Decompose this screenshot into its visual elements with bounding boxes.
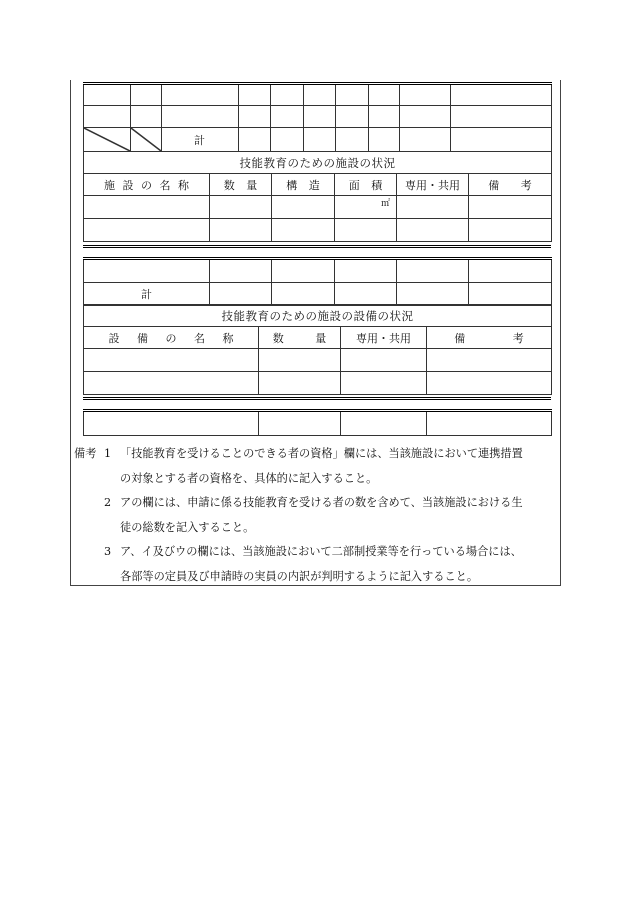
grid-cell [341, 372, 427, 395]
note-text: ア、イ及びウの欄には、当該施設において二部制授業等を行っている場合には、 [120, 545, 522, 558]
equipment-name-header: 設 備 の 名 称 [84, 327, 259, 349]
grid-cell [84, 106, 131, 128]
remarks-header: 備 考 [469, 174, 552, 196]
equipment-title: 技能教育のための施設の設備の状況 [84, 305, 552, 327]
grid-cell [84, 349, 259, 372]
grid-cell [259, 349, 341, 372]
grid-cell [400, 106, 451, 128]
structure-header: 構 造 [272, 174, 335, 196]
quantity-header: 数 量 [210, 174, 272, 196]
grid-cell [400, 128, 451, 152]
note-continuation: 各部等の定員及び申請時の実員の内訳が判明するように記入すること。 [120, 569, 479, 583]
usage-header: 専用・共用 [397, 174, 469, 196]
grid-cell [304, 106, 336, 128]
grid-cell [336, 106, 369, 128]
grid-cell [239, 106, 271, 128]
double-rule [83, 245, 551, 248]
grid-cell [210, 219, 272, 242]
grid-cell [469, 219, 552, 242]
total-label: 計 [84, 283, 210, 306]
note-number: 2 [104, 496, 112, 509]
grid-cell [427, 372, 552, 395]
grid-cell [272, 196, 335, 219]
area-header: 面 積 [335, 174, 397, 196]
diagonal-cell [84, 128, 131, 152]
total-label: 計 [162, 128, 239, 152]
grid-cell [271, 84, 304, 106]
grid-cell [259, 372, 341, 395]
note-continuation: 徒の総数を記入すること。 [120, 520, 255, 534]
grid-cell [259, 411, 341, 436]
grid-cell [210, 283, 272, 306]
grid-cell [131, 106, 162, 128]
grid-cell [451, 106, 552, 128]
grid-cell [84, 411, 259, 436]
grid-cell [84, 372, 259, 395]
double-rule [83, 397, 551, 400]
grid-cell [369, 106, 400, 128]
facilities-title: 技能教育のための施設の状況 [84, 152, 552, 174]
enrollment-table [83, 82, 552, 152]
note-continuation: の対象とする者の資格を、具体的に記入すること。 [120, 471, 378, 485]
remarks-header: 備 考 [427, 327, 552, 349]
grid-cell [210, 259, 272, 283]
grid-cell [162, 106, 239, 128]
grid-cell [272, 259, 335, 283]
grid-cell [84, 84, 131, 106]
facilities-table-continued [83, 257, 552, 306]
usage-header: 専用・共用 [341, 327, 427, 349]
area-unit: ㎡ [335, 196, 397, 219]
note-text: 「技能教育を受けることのできる者の資格」欄には、当該施設において連携措置 [120, 447, 523, 460]
grid-cell [451, 84, 552, 106]
grid-cell [335, 259, 397, 283]
grid-cell [272, 219, 335, 242]
grid-cell [451, 128, 552, 152]
facility-name-header: 施 設 の 名 称 [84, 174, 210, 196]
grid-cell [304, 128, 336, 152]
grid-cell [397, 259, 469, 283]
grid-cell [84, 259, 210, 283]
grid-cell [469, 283, 552, 306]
diagonal-cell [131, 128, 162, 152]
grid-cell [335, 219, 397, 242]
grid-cell [210, 196, 272, 219]
grid-cell [369, 84, 400, 106]
grid-cell [271, 128, 304, 152]
note-item [74, 442, 558, 467]
grid-cell [84, 196, 210, 219]
note-text: アの欄には、申請に係る技能教育を受ける者の数を含めて、当該施設における生 [120, 496, 523, 509]
remarks-notes [74, 442, 558, 589]
grid-cell [397, 196, 469, 219]
grid-cell [427, 349, 552, 372]
grid-cell [162, 84, 239, 106]
grid-cell [341, 349, 427, 372]
facilities-table [83, 151, 552, 242]
grid-cell [469, 196, 552, 219]
grid-cell [239, 128, 271, 152]
grid-cell [271, 106, 304, 128]
grid-cell [397, 219, 469, 242]
grid-cell [397, 283, 469, 306]
note-number: 1 [104, 447, 112, 460]
note-item [74, 540, 558, 565]
grid-cell [335, 283, 397, 306]
quantity-header: 数 量 [259, 327, 341, 349]
grid-cell [84, 219, 210, 242]
equipment-table-continued [83, 409, 552, 436]
grid-cell [272, 283, 335, 306]
grid-cell [336, 84, 369, 106]
note-number: 3 [104, 545, 112, 558]
grid-cell [341, 411, 427, 436]
note-item [74, 491, 558, 516]
grid-cell [427, 411, 552, 436]
notes-head: 備考 [74, 447, 97, 460]
grid-cell [400, 84, 451, 106]
grid-cell [131, 84, 162, 106]
equipment-table [83, 304, 552, 395]
grid-cell [239, 84, 271, 106]
grid-cell [336, 128, 369, 152]
grid-cell [304, 84, 336, 106]
grid-cell [469, 259, 552, 283]
grid-cell [369, 128, 400, 152]
